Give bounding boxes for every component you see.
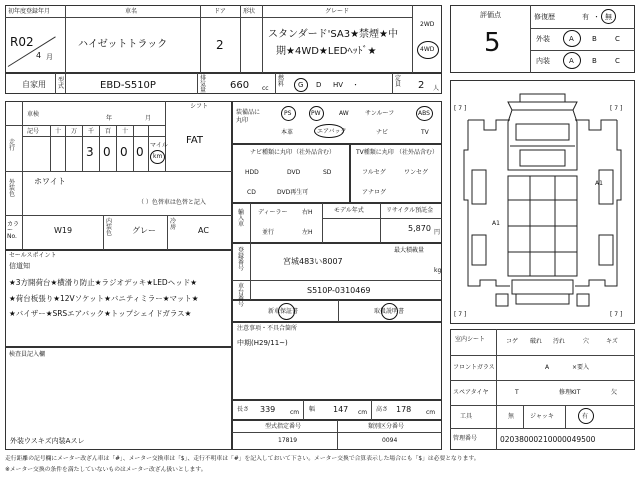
fuel-hv: HV [333, 81, 344, 89]
inspection-label: 車検 [27, 111, 40, 118]
fuel-g: G [298, 81, 304, 89]
interior-eval-c: C [615, 57, 620, 65]
tools-label: 工具 [460, 413, 473, 420]
navi-dvd: DVD [287, 169, 301, 176]
fuel-d: D [316, 81, 322, 89]
drive-2wd-label: 2WD [420, 21, 435, 28]
mileage-unit-4: 百 [105, 128, 112, 135]
width-label: 幅 [309, 406, 316, 413]
recycle-unit: 円 [434, 229, 441, 236]
car-name-label: 車名 [125, 8, 138, 15]
model: EBD-S510P [100, 80, 156, 91]
color-change-note: （ ）色替車は色替と記入 [138, 199, 206, 206]
mgmt-number: 02038000210000049500 [500, 435, 596, 444]
capacity: 2 [418, 80, 425, 91]
tv-title: TV種類に丸印 [356, 149, 394, 156]
repair-label: 修復歴 [534, 13, 555, 21]
shift-value: FAT [186, 135, 204, 146]
grade-line-1: スタンダード'SA3★禁煙★中 [268, 29, 399, 40]
row2-frame [5, 73, 442, 94]
interior-item-1: コゲ [506, 338, 519, 345]
model-no-label: 型式指定番号 [265, 423, 302, 430]
mileage-digit-3: 0 [120, 145, 128, 159]
glass-a: A [545, 364, 550, 371]
grade-label: グレード [325, 8, 350, 15]
exterior-eval-b: B [592, 35, 597, 43]
notes-text: 中期(H29/11~) [237, 339, 288, 347]
mileage-digit-1: 3 [86, 145, 94, 159]
class-no: 0094 [382, 437, 398, 444]
car-name: ハイゼットトラック [78, 39, 168, 50]
displacement: 660 [230, 80, 250, 91]
diagram-label-tl: [ 7 ] [454, 105, 467, 112]
sales-point-2: ★荷台板張り★12Vソケット★バニティミラー★マット★ [9, 294, 199, 303]
mileage-unit-1: 十 [55, 128, 62, 135]
door-count: 2 [216, 38, 224, 52]
drive-4wd: 4WD [420, 46, 435, 53]
glass-replace: ×要入 [572, 364, 590, 371]
navi-sd: SD [323, 169, 332, 176]
equip-leather: 本革 [281, 129, 294, 136]
equip-abs: ABS [418, 110, 430, 117]
spare-t: T [515, 389, 519, 396]
ac-value: AC [198, 226, 209, 235]
equip-ps: PS [284, 110, 292, 117]
km-label: km [153, 153, 163, 160]
mileage-unit-2: 万 [71, 128, 78, 135]
new-guarantee-label: 新車保証書 [268, 308, 299, 315]
interior-eval-b: B [592, 57, 597, 65]
recycle-value: 5,870 [408, 224, 431, 233]
height-value: 178 [396, 405, 412, 414]
exterior-eval-c: C [615, 35, 620, 43]
color-no-label: カラーNo. [7, 221, 20, 240]
import-left-hand: 左H [302, 229, 313, 236]
interior-color-label: 内装色 [106, 218, 113, 237]
capacity-label: 定員 [395, 75, 402, 88]
mileage-label: 走行 [9, 139, 16, 152]
interior-color: グレー [132, 226, 156, 235]
mile-label: マイル [150, 142, 168, 149]
first-reg-era: R02 [10, 35, 34, 49]
model-year-label: モデル年式 [334, 207, 364, 214]
diagram-label-br: [ 7 ] [610, 311, 623, 318]
manual-label: 取扱説明書 [374, 308, 405, 315]
color-no: W19 [54, 226, 73, 235]
navi-cd: CD [247, 189, 256, 196]
interior-item-4: 穴 [583, 338, 590, 345]
mileage-digit-4: 0 [136, 145, 144, 159]
equip-tv: TV [421, 129, 429, 136]
navi-title: ナビ種類に丸印 [250, 149, 293, 156]
equipment-label: 装備品に丸印 [236, 109, 261, 124]
width-unit: cm [358, 409, 368, 416]
record-label: 記号 [27, 128, 40, 135]
sales-point-3: ★バイザー★SRSエアバック★トップシェイドガラス★ [9, 309, 192, 318]
notes-label: 注意事項・不具合箇所 [237, 325, 298, 332]
interior-eval-label: 内装 [536, 57, 550, 65]
spare-missing: 欠 [611, 389, 618, 396]
glass-label: フロントガラス [453, 364, 495, 371]
footer-line-2: ※メーター交換の条件を満たしていないものはメーター改ざん扱いとします。 [5, 467, 207, 473]
interior-item-2: 破れ [530, 338, 543, 345]
import-dealer: ディーラー [258, 209, 288, 216]
interior-eval-a: A [569, 57, 574, 65]
first-reg-month-unit: 月 [46, 53, 53, 61]
jack-label: ジャッキ [530, 413, 554, 420]
interior-sheet-label: 室内シート [455, 336, 486, 343]
mgmt-label: 管理番号 [453, 435, 478, 442]
jack-value: 有 [582, 413, 589, 420]
max-load-unit: kg [434, 267, 442, 274]
max-load-label: 最大積載量 [394, 247, 425, 254]
inspector-note: 外装ウスキズ内装Aスレ [10, 437, 85, 445]
shift-label: シフト [190, 103, 209, 110]
exterior-color: ホワイト [34, 177, 66, 186]
ac-label: 冷房 [170, 218, 177, 231]
footer-line-1: 走行距離の記号欄にメーター改ざん車は「#」、メーター交換車は「$」、走行不明車は「#」を記入しておいて下さい。メーター交換で合算表示した場合にも「$」は必要となります。 [5, 456, 480, 462]
model-label: 型式 [58, 77, 65, 90]
inspector-frame [5, 347, 232, 450]
spare-label: スペアタイヤ [453, 389, 489, 396]
shape-label: 形状 [243, 8, 256, 15]
height-unit: cm [426, 409, 436, 416]
width-value: 147 [333, 405, 349, 414]
displacement-unit: cc [262, 85, 269, 92]
inspector-label: 検査員記入欄 [9, 351, 46, 358]
grade-line-2: 期★4WD★LEDﾍｯﾄﾞ★ [276, 46, 377, 57]
height-label: 高さ [376, 406, 389, 413]
tv-fullseg: フルセグ [362, 169, 386, 176]
sales-points-header: 信道知 [9, 262, 30, 270]
tv-oneseg: ワンセグ [404, 169, 429, 176]
door-label: ドア [214, 8, 226, 15]
model-no: 17819 [278, 437, 298, 444]
first-reg-month: 4 [36, 51, 42, 60]
repair-no: 無 [605, 13, 612, 21]
interior-item-5: キズ [606, 338, 618, 345]
navi-note: （社外品含む） [293, 149, 336, 156]
import-right-hand: 右H [302, 209, 313, 216]
tools-value: 無 [508, 413, 515, 420]
score-value: 5 [484, 28, 501, 58]
sales-points-label: セールスポイント [9, 252, 57, 259]
length-value: 339 [260, 405, 276, 414]
fuel-label: 燃料 [278, 75, 285, 88]
score-label: 評価点 [480, 11, 501, 19]
diagram-label-a1-right: A1 [595, 180, 603, 187]
capacity-unit: 人 [433, 85, 440, 92]
equipment-frame [232, 101, 442, 144]
interior-item-3: 汚れ [553, 338, 566, 345]
diagram-label-bl: [ 7 ] [454, 311, 467, 318]
diagram-label-a1-left: A1 [492, 220, 500, 227]
equip-airbag: エアバック [317, 128, 347, 135]
fuel-dot: ・ [352, 81, 359, 89]
repair-yes: 有 [582, 13, 589, 21]
mileage-digit-2: 0 [103, 145, 111, 159]
equip-pw: PW [311, 110, 321, 117]
tv-analog: アナログ [362, 189, 387, 196]
mileage-unit-3: 千 [88, 128, 95, 135]
first-reg-label: 初年度登録年月 [8, 8, 51, 15]
import-parallel: 並行 [262, 229, 275, 236]
import-label: 輸入車 [238, 209, 245, 228]
length-label: 長さ [237, 406, 250, 413]
notes-frame [232, 322, 442, 400]
tv-note: （社外品含む） [396, 149, 439, 156]
plate-number: 宮城483い8007 [283, 257, 343, 266]
sales-point-1: ★3方開荷台★横滑り防止★ラジオデッキ★LEDヘッド★ [9, 278, 197, 287]
inspection-month-label: 月 [145, 115, 152, 122]
exterior-color-label: 外装色 [9, 179, 16, 198]
navi-dvd-play: DVD再生可 [277, 189, 309, 196]
chassis-number: S510P-0310469 [307, 286, 371, 295]
recycle-label: リサイクル預託金 [386, 207, 434, 214]
equip-navi: ナビ [376, 129, 389, 136]
exterior-eval-label: 外装 [536, 35, 550, 43]
plate-label: 登録番号 [238, 247, 245, 272]
spare-kit: 修理KIT [559, 389, 581, 396]
use-type: 自家用 [22, 80, 46, 89]
navi-hdd: HDD [245, 169, 259, 176]
class-no-label: 類別区分番号 [368, 423, 405, 430]
equip-aw: AW [339, 110, 349, 117]
mileage-unit-5: 十 [122, 128, 129, 135]
displacement-label: 排気量 [200, 75, 207, 94]
diagram-label-tr: [ 7 ] [610, 105, 623, 112]
inspection-year-label: 年 [106, 115, 113, 122]
truck-diagram [450, 80, 635, 324]
length-unit: cm [290, 409, 300, 416]
equip-sunroof: サンルーフ [365, 110, 395, 117]
chassis-label: 車台番号 [238, 283, 245, 308]
exterior-eval-a: A [569, 35, 574, 43]
